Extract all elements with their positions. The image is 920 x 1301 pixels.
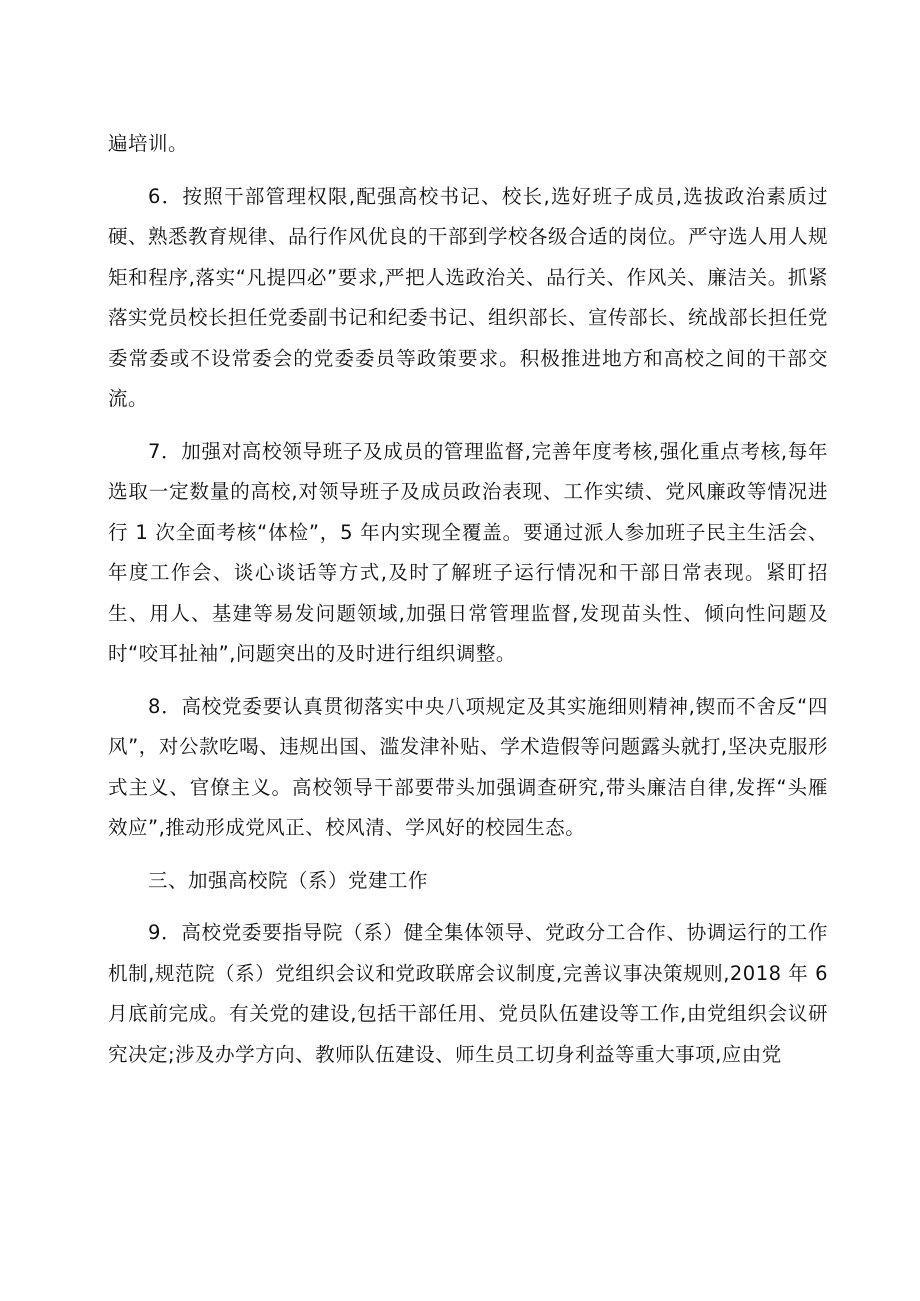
section-heading: 三、加强高校院（系）党建工作 bbox=[148, 868, 429, 892]
paragraph-item-6: 6．按照干部管理权限,配强高校书记、校长,选好班子成员,选拔政治素质过硬、熟悉教育规律、品行作风优良的干部到学校各级合适的岗位。严守选人用人规矩和程序,落实“凡提四必”要求,严把人选政治关、品行关、作风关、廉洁关。抓紧落实党员校长担任党委副书记和纪委书记、组织部长、宣传部长、统战部长担任党委常委或不设常委会的党委委员等政策要求。积极推进地方和高校之间的干部交流。 bbox=[108, 184, 829, 410]
paragraph-item-9: 9．高校党委要指导院（系）健全集体领导、党政分工合作、协调运行的工作机制,规范院（系）党组织会议和党政联席会议制度,完善议事决策规则,2018 年 6 月底前完成。有关党的建设,包括干部任用、党员队伍建设等工作,由党组织会议研究决定;涉及办学方向、教师队伍建设、师生员工切身利益等重大事项,应由党 bbox=[108, 921, 828, 1066]
paragraph-item-7: 7．加强对高校领导班子及成员的管理监督,完善年度考核,强化重点考核,每年选取一定数量的高校,对领导班子及成员政治表现、工作实绩、党风廉政等情况进行 1 次全面考核“体检”，5 年内实现全覆盖。要通过派人参加班子民主生活会、年度工作会、谈心谈话等方式,及时了解班子运行情况和干部日常表现。紧盯招生、用人、基建等易发问题领域,加强日常管理监督,发现苗头性、倾向性问题及时“咬耳扯袖”,问题突出的及时进行组织调整。 bbox=[108, 439, 828, 665]
paragraph-continued: 遍培训。 bbox=[108, 132, 189, 155]
document-page bbox=[108, 124, 828, 1075]
paragraph-item-8: 8．高校党委要认真贯彻落实中央八项规定及其实施细则精神,锲而不舍反“四风”，对公款吃喝、违规出国、滥发津补贴、学术造假等问题露头就打,坚决克服形式主义、官僚主义。高校领导干部要带头加强调查研究,带头廉洁自律,发挥“头雁效应”,推动形成党风正、校风清、学风好的校园生态。 bbox=[108, 694, 828, 839]
